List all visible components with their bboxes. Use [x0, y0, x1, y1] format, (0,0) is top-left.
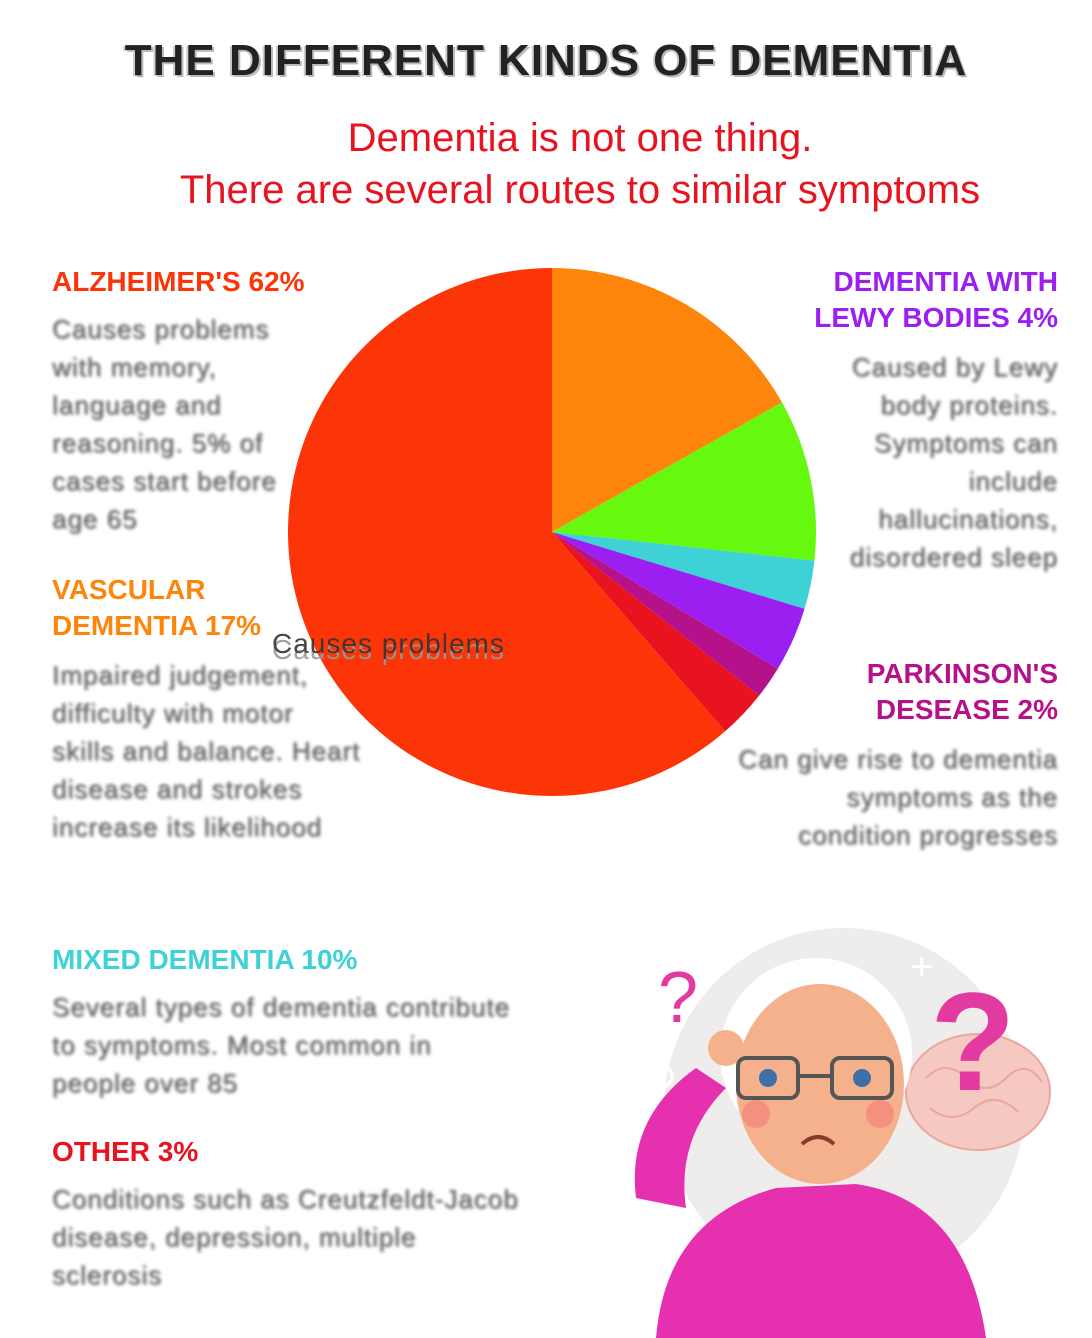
plus-icon: + [910, 945, 934, 989]
label-vascular-line-2: DEMENTIA 17% [52, 610, 262, 641]
subtitle [80, 112, 1080, 216]
question-mark-large-icon: ? [930, 963, 1016, 1120]
label-mixed: MIXED DEMENTIA 10% [52, 944, 358, 975]
desc-parkinsons: Can give rise to dementia symptoms as the condition progresses [738, 744, 1058, 850]
page-title: THE DIFFERENT KINDS OF DEMENTIA [124, 36, 968, 85]
pie-chart [286, 266, 818, 798]
label-parkinsons-line-2: DESEASE 2% [875, 694, 1058, 725]
label-lewy-line-2: LEWY BODIES 4% [814, 302, 1058, 333]
label-vascular [52, 572, 261, 644]
label-alzheimers: ALZHEIMER'S 62% [52, 266, 305, 297]
right-cheek [866, 1100, 894, 1128]
subtitle-line-1: Dementia is not one thing. [347, 116, 813, 160]
face [736, 984, 904, 1184]
desc-vascular: Impaired judgement, difficulty with motor skills and balance. Heart disease and strokes increase its likelihood [52, 660, 361, 842]
label-other: OTHER 3% [52, 1136, 199, 1167]
pie-callout: Causes problems [272, 628, 505, 659]
right-eye [853, 1069, 871, 1087]
left-eye [759, 1069, 777, 1087]
label-lewy-line-1: DEMENTIA WITH [833, 266, 1058, 297]
label-parkinsons [867, 656, 1058, 728]
desc-mixed: Several types of dementia contribute to symptoms. Most common in people over 85 [52, 992, 511, 1098]
desc-lewy: Caused by Lewy body proteins. Symptoms can include hallucinations, disordered sleep [849, 352, 1058, 572]
subtitle-line-2: There are several routes to similar symptoms [179, 168, 981, 212]
label-parkinsons-line-1: PARKINSON'S [866, 658, 1058, 689]
desc-alzheimers: Causes problems with memory, language and reasoning. 5% of cases start before age 65 [52, 314, 277, 534]
desc-other: Conditions such as Creutzfeldt-Jacob disease, depression, multiple sclerosis [52, 1184, 519, 1290]
left-cheek [742, 1100, 770, 1128]
label-lewy [814, 264, 1058, 336]
label-vascular-line-1: VASCULAR [52, 574, 206, 605]
question-mark-small-icon: ? [658, 958, 699, 1038]
confused-elderly-illustration [596, 918, 1072, 1338]
